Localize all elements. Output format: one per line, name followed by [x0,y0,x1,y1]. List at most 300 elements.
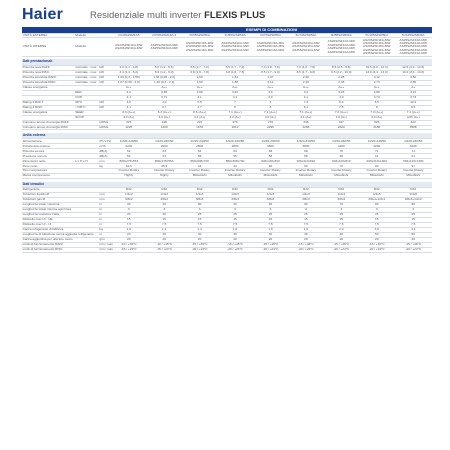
indoor-models-cell [359,38,394,56]
value-cell: 15 [111,218,146,223]
value-cell: 2,12 [253,80,288,85]
value-cell: Inverter Rotary [217,169,252,174]
value-cell: Inverter Rotary [146,169,181,174]
value-cell: 2U50S2SM1FA-3 [146,33,181,38]
value-cell: Inverter Rotary [394,169,432,174]
value-cell: 20 [217,237,252,242]
value-cell: 3,4 [394,227,432,232]
value-cell: 1,50 [182,75,217,80]
value-cell: 7,1 (A++) [253,110,288,115]
value-cell: 4200 [324,144,359,149]
value-cell: 3/8x4+1/2x1 [359,198,394,203]
value-cell: 6,3 (A++) [146,110,181,115]
row-unit [99,38,111,56]
value-cell: -20 / +24°C [217,247,252,252]
value-cell: 3U70S2SR5FA [253,33,288,38]
value-cell: Mitsubishi [324,174,359,179]
indoor-model: AS20S2SF1FA-MW [115,46,143,51]
value-cell: 800x275x553 [146,159,181,164]
value-cell: 4,0 [146,100,181,105]
row-note: nominale - max [75,80,99,85]
value-cell: 13,2 (3,4 - 13,6) [394,70,432,75]
page-header [22,6,432,28]
value-cell: 6,8 (1,6 - 7,8) [182,70,217,75]
value-cell: 8 [359,105,394,110]
value-cell: 30 [253,232,288,237]
value-cell: 97 [394,164,432,169]
value-cell: 4,4 (1,4 - 5,2) [111,70,146,75]
row-label: Potenza assorbita RISC. [22,80,75,85]
value-cell: 4,0 (A+) [253,115,288,120]
value-cell: 6,8 (1,6 - 7,8) [217,70,252,75]
value-cell: 3,12 [359,75,394,80]
value-cell: 50 [359,232,394,237]
value-cell: 8,1 [288,105,323,110]
row-label: UNITÀ ESTERNA [22,33,75,38]
value-cell: 7,1 (A++) [217,110,252,115]
value-cell: 7,0 (A++) [324,110,359,115]
indoor-model: AS25S2SF1FA-MW [256,44,285,49]
value-cell: 2296 [288,125,323,130]
value-cell: R32 [394,188,432,193]
brand-logo: Haier [22,6,64,23]
indoor-models-cell [146,38,181,56]
value-cell: 64 [217,149,252,154]
value-cell: 2800 [182,144,217,149]
row-note: nominale - max [75,65,99,70]
value-cell: 7,5 [324,105,359,110]
indoor-model: AS20S2SF1FA-MW [221,44,249,49]
section-title: Dati prestazionali [22,59,432,65]
row-label: Refrigerante [22,188,75,193]
indoor-model: AS35S2SF1FA-MW [327,49,355,54]
value-cell: 44 [182,164,217,169]
value-cell: 1,06 (0,3 - 1,55) [111,75,146,80]
indoor-models-cell [182,38,217,56]
value-cell: 3800 [288,144,323,149]
value-cell: -15 / +46°C [217,242,252,247]
row-label: Tubazioni gas Ø [22,198,75,203]
value-cell: 7 [217,100,252,105]
value-cell: 61 [394,154,432,159]
value-cell: R32 [253,188,288,193]
value-cell: 3,73 [394,95,432,100]
value-cell: 3 [359,208,394,213]
row-label: Rating 4 RAF.T [22,100,75,105]
value-cell: Inverter Rotary [253,169,288,174]
value-cell: 20 [394,237,432,242]
value-cell: R32 [288,188,323,193]
row-note: EER [75,90,99,95]
value-cell: 9,5 [394,105,432,110]
value-cell: 1/4x3 [253,193,288,198]
value-cell: 1,36 (0,28 - 2,0) [146,75,181,80]
value-cell: 58 [253,154,288,159]
value-cell: 12,0 (4,4 - 13,0) [359,70,394,75]
row-label: Dimensioni nette [22,159,75,164]
value-cell: 7,5 [182,223,217,228]
value-cell: 3,4 [288,90,323,95]
value-cell: -15 / +24°C [146,247,181,252]
value-cell: 222 [182,120,217,125]
value-cell: 12,5 (3,2 - 13,6) [394,65,432,70]
value-cell: 7,0 (A++) [359,110,394,115]
value-cell: 7,0 (1,8 - 7,6) [253,65,288,70]
row-unit: m³/h [99,144,111,149]
indoor-model: AS20S2SF1FA-MW [221,41,249,46]
value-cell: 15 [146,218,181,223]
value-cell: 2,80 [394,80,432,85]
value-cell: 800x275x553 [111,159,146,164]
row-label: Classe energetica [22,85,75,90]
value-cell: 4,1 (A+) [288,115,323,120]
row-label: Potenza resa RISC. [22,70,75,75]
value-cell: -15 / +46°C [288,242,323,247]
value-cell: A++ [146,85,181,90]
value-cell: 50 [394,232,432,237]
row-label: Potenza resa RAFF. [22,65,75,70]
value-cell: 52 [111,154,146,159]
row-label: Limiti di funzionamento RISC. [22,247,75,252]
value-cell: 8,5 (1,7 - 9,0) [288,70,323,75]
value-cell: 3186 [359,125,394,130]
value-cell: 62 [111,149,146,154]
value-cell: 1300 [146,125,181,130]
indoor-model: AS20S2SF1FA-MW [185,44,214,49]
value-cell: 8 [253,105,288,110]
row-note: -7/35°C [75,105,99,110]
value-cell: -20 / +24°C [324,247,359,252]
value-cell: 3 [217,208,252,213]
value-cell: 1/220-240/50 [324,139,359,144]
value-cell: Highly [146,174,181,179]
value-cell: 4,1 [111,105,146,110]
value-cell: 25 [324,213,359,218]
row-unit: min / max [99,247,113,252]
product-name: FLEXIS PLUS [204,10,266,21]
row-unit: kg [99,164,111,169]
indoor-model: AS25S2SF1FA-MW [292,41,320,46]
value-cell: 7,5 [359,223,394,228]
value-cell: R32 [146,188,181,193]
row-note: Modello [75,33,99,38]
value-cell: 1/4x2 [146,193,181,198]
value-cell: 3U55S2SR5FA [182,33,217,38]
value-cell: 3,6 [253,90,288,95]
value-cell: 3/8x3 [288,198,323,203]
value-cell: 4U85S2SR5FA [324,33,359,38]
value-cell: 4,0 (A+) [359,115,394,120]
value-cell: 4,1 (A+) [182,115,217,120]
indoor-models-cell [324,38,359,56]
row-label: Tubazioni liquido Ø [22,193,75,198]
value-cell: 20 [288,237,323,242]
value-cell: 20 [324,237,359,242]
row-label: UNITÀ INTERNE [22,38,75,56]
value-cell: 8,5 (2,5 - 9,6) [324,65,359,70]
value-cell: 7,3 [288,100,323,105]
value-cell: 3 [288,208,323,213]
value-cell: 25 [394,213,432,218]
value-cell: 15 [324,218,359,223]
value-cell: 3,68 [182,90,217,95]
row-unit: m [99,232,111,237]
value-cell: Mitsubishi [253,174,288,179]
value-cell: 20 [359,237,394,242]
value-cell: 860x308x700 [182,159,217,164]
row-label: Alimentazione [22,139,75,144]
value-cell: 3/8x3 [182,198,217,203]
value-cell: 1/220-240/50 [253,139,288,144]
value-cell: 3U70S2SR5FA [288,33,323,38]
value-cell: 1/220-240/50 [146,139,181,144]
value-cell: -20 / +24°C [182,247,217,252]
value-cell: -15 / +46°C [182,242,217,247]
value-cell: 1,1 [146,227,181,232]
value-cell: 3588 [394,125,432,130]
value-cell: 525 [359,120,394,125]
indoor-model: AS35S2SF1FA-MW [292,47,320,52]
value-cell: 8,5 (1,7 - 9,0) [253,70,288,75]
value-cell: 9,5 (2,2 - 10,0) [324,70,359,75]
indoor-model: AS25S2SF1FA-MW [150,46,178,51]
value-cell: 3,73 [359,95,394,100]
value-cell: 60 [253,203,288,208]
value-cell: 2200 [111,144,146,149]
value-cell: Mitsubishi [394,174,432,179]
row-note: nominale - max [75,70,99,75]
row-note: SEER [75,110,99,115]
value-cell: 4,0 [324,95,359,100]
value-cell: 4,0 (A+) [324,115,359,120]
value-cell: 25 [182,213,217,218]
value-cell: 7,1 (A++) [394,110,432,115]
value-cell: -15 / +24°C [111,247,146,252]
value-cell: 1,07 (0,28 - 2,0) [111,80,146,85]
row-label: Peso netto [22,164,75,169]
indoor-model: AS20S2SF1FA-MW [185,41,214,46]
value-cell: -10 / +46°C [111,242,146,247]
value-cell: 2,46 [324,80,359,85]
value-cell: 3 [324,208,359,213]
indoor-model: AS35S2SF1FA-MW [363,51,391,56]
value-cell: 1225 [111,125,146,130]
value-cell: 71 [394,149,432,154]
value-cell: 70 [324,149,359,154]
value-cell: 860x308x700 [217,159,252,164]
value-cell: 8,6 (A++) [182,110,217,115]
value-cell: 1/4x4 [324,193,359,198]
value-cell: 30 [111,203,146,208]
value-cell: 946x410x810 [324,159,359,164]
value-cell: 7,5 [253,223,288,228]
value-cell: 1/220-240/50 [359,139,394,144]
indoor-model: AS35S2SF1FA-MW [399,51,427,56]
value-cell: -15 / +46°C [359,242,394,247]
indoor-model: AS25S2SF1FA-MW [327,46,355,51]
value-cell: 20 [146,237,181,242]
row-label: Portata aria esterna [22,144,75,149]
row-unit: kW [99,80,111,85]
value-cell: 946x410x1300 [394,159,432,164]
value-cell: 30 [288,232,323,237]
value-cell: 80 [359,203,394,208]
value-cell: 7 [253,100,288,105]
value-cell: 30 [182,232,217,237]
indoor-model: AS25S2SF1FA-MW [399,37,427,42]
spec-table [22,27,432,253]
value-cell: 3,81 [217,90,252,95]
value-cell: 3,65 [146,90,181,95]
row-unit: mm [99,159,111,164]
row-unit: dB(A) [99,154,111,159]
value-cell: 4,0 (1,1 - 4,8) [111,65,146,70]
value-cell: 3/8x2 [111,198,146,203]
value-cell: 15 [288,218,323,223]
row-unit: m [99,203,111,208]
value-cell: Mitsubishi [288,174,323,179]
value-cell: 34,6 [111,164,146,169]
value-cell: A++ [324,85,359,90]
row-unit: kW [99,100,111,105]
value-cell: 5U105S2SR5FA [359,33,394,38]
indoor-model: AS20S2SF1FA-MW [115,42,143,47]
value-cell: 3,0 [359,227,394,232]
value-cell: 1,4 [182,227,217,232]
indoor-model: AS20S2SF1FA-MW [363,41,391,46]
value-cell: A++ [288,85,323,90]
value-cell: 15 [182,218,217,223]
value-cell: 7,5 [111,223,146,228]
value-cell: 1,6 [217,227,252,232]
row-unit: m [99,223,111,228]
row-unit: Ph-V-Hz [99,138,112,143]
value-cell: 276 [253,120,288,125]
row-label: Carica aggiuntiva per ulteriore metro [22,237,73,242]
value-cell: Highly [111,174,146,179]
indoor-units-row [22,38,432,56]
value-cell: 3 [146,208,181,213]
value-cell: 3/8x3+1/2x2 [394,198,432,203]
value-cell: 40 [324,232,359,237]
value-cell: 3/8x3 [253,198,288,203]
value-cell: 61 [359,154,394,159]
indoor-models-cell [217,38,252,56]
value-cell: 20 [146,213,181,218]
row-label: Dislivello max UI - UI [22,223,75,228]
value-cell: 1,88 [217,80,252,85]
value-cell: 5,6 (1,2 - 6,0) [146,70,181,75]
value-cell: 1/220-240/50 [182,139,217,144]
value-cell: 4,7 [182,105,217,110]
row-label: Potenza assorbita RAFF. [22,75,75,80]
value-cell: 10,5 (4,0 - 12,3) [359,65,394,70]
row-label: Limiti di funzionamento RAFF. [22,242,75,247]
value-cell: 70 [324,164,359,169]
value-cell: 20 [111,213,146,218]
value-cell: 60 [182,203,217,208]
value-cell: 2620 [324,125,359,130]
value-cell: A++ [217,85,252,90]
row-unit: m [99,213,111,218]
row-unit: kW [99,65,111,70]
value-cell: 223 [111,120,146,125]
value-cell: 3 [253,208,288,213]
value-cell: 1/4x5 [359,193,394,198]
indoor-model: AS20S2SF1FA-MW [185,47,214,52]
value-cell: 1/4x2 [111,193,146,198]
value-cell: 15 [394,218,432,223]
row-label: Classe energetica [22,110,75,115]
indoor-models-cell [394,38,432,56]
value-cell: 2000 [146,144,181,149]
value-cell: 1,8 [253,227,288,232]
value-cell: 2,46 [288,80,323,85]
value-cell: 25 [359,213,394,218]
indoor-model: AS25S2SF1FA-MW [399,41,427,46]
row-note [75,247,99,252]
row-label: Rating 4 RISC. [22,105,75,110]
row-label: Lunghezza di tubazione senza aggiunta refrigerante [22,232,94,237]
value-cell: 20 [146,232,181,237]
row-note: SCOP [75,115,99,120]
value-cell: A++ [111,85,146,90]
value-cell: 3/8x2 [146,198,181,203]
value-cell: Mitsubishi [217,174,252,179]
value-cell: 1,40 (0,3 - 2,2) [146,80,181,85]
value-cell: 15 [359,218,394,223]
indoor-model: AS35S2SF1FA-MW [363,47,391,52]
value-cell: 427 [324,120,359,125]
value-cell: R32 [359,188,394,193]
section-title: Dati idraulici [22,182,432,188]
row-unit: kW [99,70,111,75]
value-cell: 3/8x3 [217,198,252,203]
value-cell: 4,0 (A+) [146,115,181,120]
row-label: Lunghezza totale massima [22,203,75,208]
value-cell: 4,2 (A+) [217,115,252,120]
value-cell: A++ [182,85,217,90]
value-cell: 30 [146,203,181,208]
value-cell: 2,0 [324,227,359,232]
value-cell: 5,5 (1,7 - 7,2) [217,65,252,70]
row-note: nominale - max [75,75,99,80]
value-cell: 3,50 [394,75,432,80]
row-note: COP [75,95,99,100]
value-cell: 4200 [359,144,394,149]
value-cell: 1/220-240/50 [394,139,432,144]
value-cell: 80 [394,203,432,208]
subtitle-text: Residenziale multi inverter [90,10,202,21]
row-note: 35°C [75,100,99,105]
value-cell: 1/4x3 [182,193,217,198]
value-cell: 44 [217,164,252,169]
row-unit: mm [99,198,111,203]
value-cell: 4,1 [217,95,252,100]
value-cell: 4,7 [146,105,181,110]
value-cell: 4200 [394,144,432,149]
value-cell: 946x410x810 [288,159,323,164]
value-cell: 64 [182,149,217,154]
examples-label: ESEMPI DI COMBINAZIONI [111,27,432,33]
value-cell: 3 [394,208,432,213]
value-cell: 60 [288,203,323,208]
section-title: Unità esterna [22,133,432,139]
value-cell: 68 [253,149,288,154]
value-cell: 2296 [253,125,288,130]
value-cell: 1,0 [111,227,146,232]
value-cell: -20 / +24°C [253,247,288,252]
